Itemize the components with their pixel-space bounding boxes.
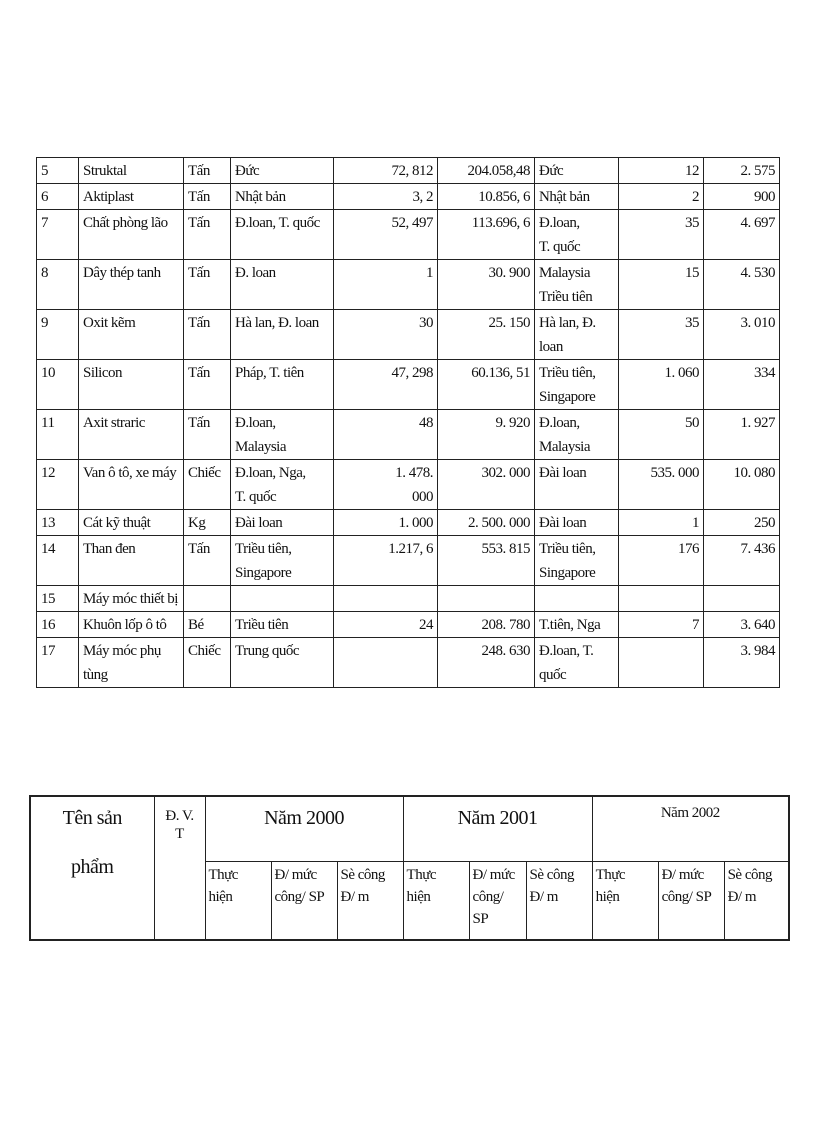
quantity-cell: [334, 638, 438, 688]
unit-cell: Tấn: [184, 410, 231, 460]
quantity-2-cell: 7: [619, 612, 704, 638]
value-cell: 208. 780: [438, 612, 535, 638]
origin-country-2-cell: Nhật bản: [535, 184, 619, 210]
origin-country-2-cell: Đài loan: [535, 460, 619, 510]
sub-header: Thực hiện: [403, 862, 469, 941]
origin-country-2-cell: Đ.loan, T. quốc: [535, 210, 619, 260]
quantity-cell: 72, 812: [334, 158, 438, 184]
unit-cell: Tấn: [184, 360, 231, 410]
quantity-cell: 30: [334, 310, 438, 360]
origin-country-cell: Trung quốc: [231, 638, 334, 688]
origin-country-cell: Triều tiên: [231, 612, 334, 638]
table-row: [37, 360, 780, 410]
product-name-line1: Tên sản: [62, 807, 122, 829]
origin-country-cell: [231, 586, 334, 612]
row-number-cell: 7: [37, 210, 79, 260]
value-2-cell: 7. 436: [704, 536, 780, 586]
sub-header: Đ/ mức công/ SP: [469, 862, 526, 941]
year-2000-header: Năm 2000: [205, 796, 403, 862]
material-name-cell: Struktal: [79, 158, 184, 184]
table-row: [37, 310, 780, 360]
unit-cell: Tấn: [184, 536, 231, 586]
header-row-years: [30, 796, 789, 862]
origin-country-cell: Đ.loan, Nga, T. quốc: [231, 460, 334, 510]
origin-country-2-cell: Hà lan, Đ. loan: [535, 310, 619, 360]
import-materials-body: [37, 158, 780, 688]
value-2-cell: 900: [704, 184, 780, 210]
year-2001-header: Năm 2001: [403, 796, 592, 862]
sub-header: Thực hiện: [592, 862, 658, 941]
quantity-cell: 48: [334, 410, 438, 460]
unit-cell: Chiếc: [184, 460, 231, 510]
table-row: [37, 158, 780, 184]
table-row: [37, 638, 780, 688]
value-cell: 25. 150: [438, 310, 535, 360]
row-number-cell: 14: [37, 536, 79, 586]
row-number-cell: 17: [37, 638, 79, 688]
quantity-2-cell: 35: [619, 210, 704, 260]
value-2-cell: [704, 586, 780, 612]
value-2-cell: 250: [704, 510, 780, 536]
origin-country-cell: Hà lan, Đ. loan: [231, 310, 334, 360]
value-cell: 204.058,48: [438, 158, 535, 184]
origin-country-cell: Pháp, T. tiên: [231, 360, 334, 410]
sub-header: Sè công Đ/ m: [724, 862, 789, 941]
table-row: [37, 260, 780, 310]
origin-country-cell: Đ. loan: [231, 260, 334, 310]
material-name-cell: Máy móc phụ tùng: [79, 638, 184, 688]
quantity-2-cell: [619, 638, 704, 688]
origin-country-cell: Nhật bản: [231, 184, 334, 210]
row-number-cell: 8: [37, 260, 79, 310]
origin-country-2-cell: Đức: [535, 158, 619, 184]
value-cell: 30. 900: [438, 260, 535, 310]
quantity-2-cell: 1: [619, 510, 704, 536]
unit-cell: Kg: [184, 510, 231, 536]
table-row: [37, 510, 780, 536]
quantity-2-cell: 535. 000: [619, 460, 704, 510]
unit-cell: Bé: [184, 612, 231, 638]
value-2-cell: 334: [704, 360, 780, 410]
unit-cell: Tấn: [184, 260, 231, 310]
origin-country-cell: Đ.loan, T. quốc: [231, 210, 334, 260]
value-cell: 302. 000: [438, 460, 535, 510]
unit-cell: Chiếc: [184, 638, 231, 688]
value-cell: 9. 920: [438, 410, 535, 460]
row-number-cell: 5: [37, 158, 79, 184]
material-name-cell: Axit straric: [79, 410, 184, 460]
material-name-cell: Cát kỹ thuật: [79, 510, 184, 536]
quantity-2-cell: 2: [619, 184, 704, 210]
table-row: [37, 460, 780, 510]
row-number-cell: 16: [37, 612, 79, 638]
unit-cell: [184, 586, 231, 612]
unit-cell: Tấn: [184, 310, 231, 360]
unit-cell: Tấn: [184, 158, 231, 184]
sub-header: Thực hiện: [205, 862, 271, 941]
material-name-cell: Than đen: [79, 536, 184, 586]
quantity-cell: [334, 586, 438, 612]
table-row: [37, 184, 780, 210]
row-number-cell: 9: [37, 310, 79, 360]
value-cell: 113.696, 6: [438, 210, 535, 260]
origin-country-cell: Đài loan: [231, 510, 334, 536]
row-number-cell: 11: [37, 410, 79, 460]
sub-header: Đ/ mức công/ SP: [658, 862, 724, 941]
value-2-cell: 4. 530: [704, 260, 780, 310]
row-number-cell: 6: [37, 184, 79, 210]
origin-country-2-cell: Triều tiên, Singapore: [535, 360, 619, 410]
value-cell: 248. 630: [438, 638, 535, 688]
quantity-cell: 1: [334, 260, 438, 310]
quantity-2-cell: 50: [619, 410, 704, 460]
row-number-cell: 15: [37, 586, 79, 612]
origin-country-cell: Đ.loan, Malaysia: [231, 410, 334, 460]
quantity-cell: 47, 298: [334, 360, 438, 410]
value-2-cell: 2. 575: [704, 158, 780, 184]
sub-header: Sè công Đ/ m: [337, 862, 403, 941]
production-header-table: [29, 795, 790, 941]
import-materials-table: [36, 157, 780, 688]
value-2-cell: 4. 697: [704, 210, 780, 260]
value-cell: 10.856, 6: [438, 184, 535, 210]
origin-country-2-cell: [535, 586, 619, 612]
value-cell: [438, 586, 535, 612]
row-number-cell: 12: [37, 460, 79, 510]
quantity-2-cell: 12: [619, 158, 704, 184]
origin-country-2-cell: Đ.loan, Malaysia: [535, 410, 619, 460]
quantity-cell: 52, 497: [334, 210, 438, 260]
row-number-cell: 10: [37, 360, 79, 410]
value-2-cell: 1. 927: [704, 410, 780, 460]
unit-cell: Tấn: [184, 184, 231, 210]
material-name-cell: Aktiplast: [79, 184, 184, 210]
unit-header: Đ. V. T: [154, 796, 205, 940]
material-name-cell: Máy móc thiết bị: [79, 586, 184, 612]
sub-header: Đ/ mức công/ SP: [271, 862, 337, 941]
table-row: [37, 210, 780, 260]
quantity-cell: 1. 000: [334, 510, 438, 536]
origin-country-2-cell: Malaysia Triều tiên: [535, 260, 619, 310]
product-name-header: [30, 796, 154, 940]
row-number-cell: 13: [37, 510, 79, 536]
value-2-cell: 3. 640: [704, 612, 780, 638]
quantity-2-cell: 1. 060: [619, 360, 704, 410]
origin-country-2-cell: Đài loan: [535, 510, 619, 536]
quantity-cell: 3, 2: [334, 184, 438, 210]
quantity-cell: 24: [334, 612, 438, 638]
quantity-2-cell: 35: [619, 310, 704, 360]
material-name-cell: Chất phòng lão: [79, 210, 184, 260]
table-row: [37, 410, 780, 460]
value-cell: 60.136, 51: [438, 360, 535, 410]
material-name-cell: Oxit kẽm: [79, 310, 184, 360]
quantity-2-cell: 176: [619, 536, 704, 586]
year-2002-header: Năm 2002: [592, 796, 789, 862]
origin-country-cell: Đức: [231, 158, 334, 184]
value-cell: 2. 500. 000: [438, 510, 535, 536]
sub-header: Sè công Đ/ m: [526, 862, 592, 941]
table-row: [37, 536, 780, 586]
quantity-2-cell: 15: [619, 260, 704, 310]
origin-country-cell: Triều tiên, Singapore: [231, 536, 334, 586]
quantity-cell: 1. 478. 000: [334, 460, 438, 510]
value-2-cell: 10. 080: [704, 460, 780, 510]
value-2-cell: 3. 984: [704, 638, 780, 688]
origin-country-2-cell: T.tiên, Nga: [535, 612, 619, 638]
origin-country-2-cell: Triều tiên, Singapore: [535, 536, 619, 586]
value-cell: 553. 815: [438, 536, 535, 586]
unit-cell: Tấn: [184, 210, 231, 260]
material-name-cell: Dây thép tanh: [79, 260, 184, 310]
quantity-2-cell: [619, 586, 704, 612]
origin-country-2-cell: Đ.loan, T. quốc: [535, 638, 619, 688]
material-name-cell: Van ô tô, xe máy: [79, 460, 184, 510]
table-row: [37, 586, 780, 612]
value-2-cell: 3. 010: [704, 310, 780, 360]
product-name-line2: phẩm: [71, 856, 114, 878]
material-name-cell: Khuôn lốp ô tô: [79, 612, 184, 638]
quantity-cell: 1.217, 6: [334, 536, 438, 586]
table-row: [37, 612, 780, 638]
material-name-cell: Silicon: [79, 360, 184, 410]
